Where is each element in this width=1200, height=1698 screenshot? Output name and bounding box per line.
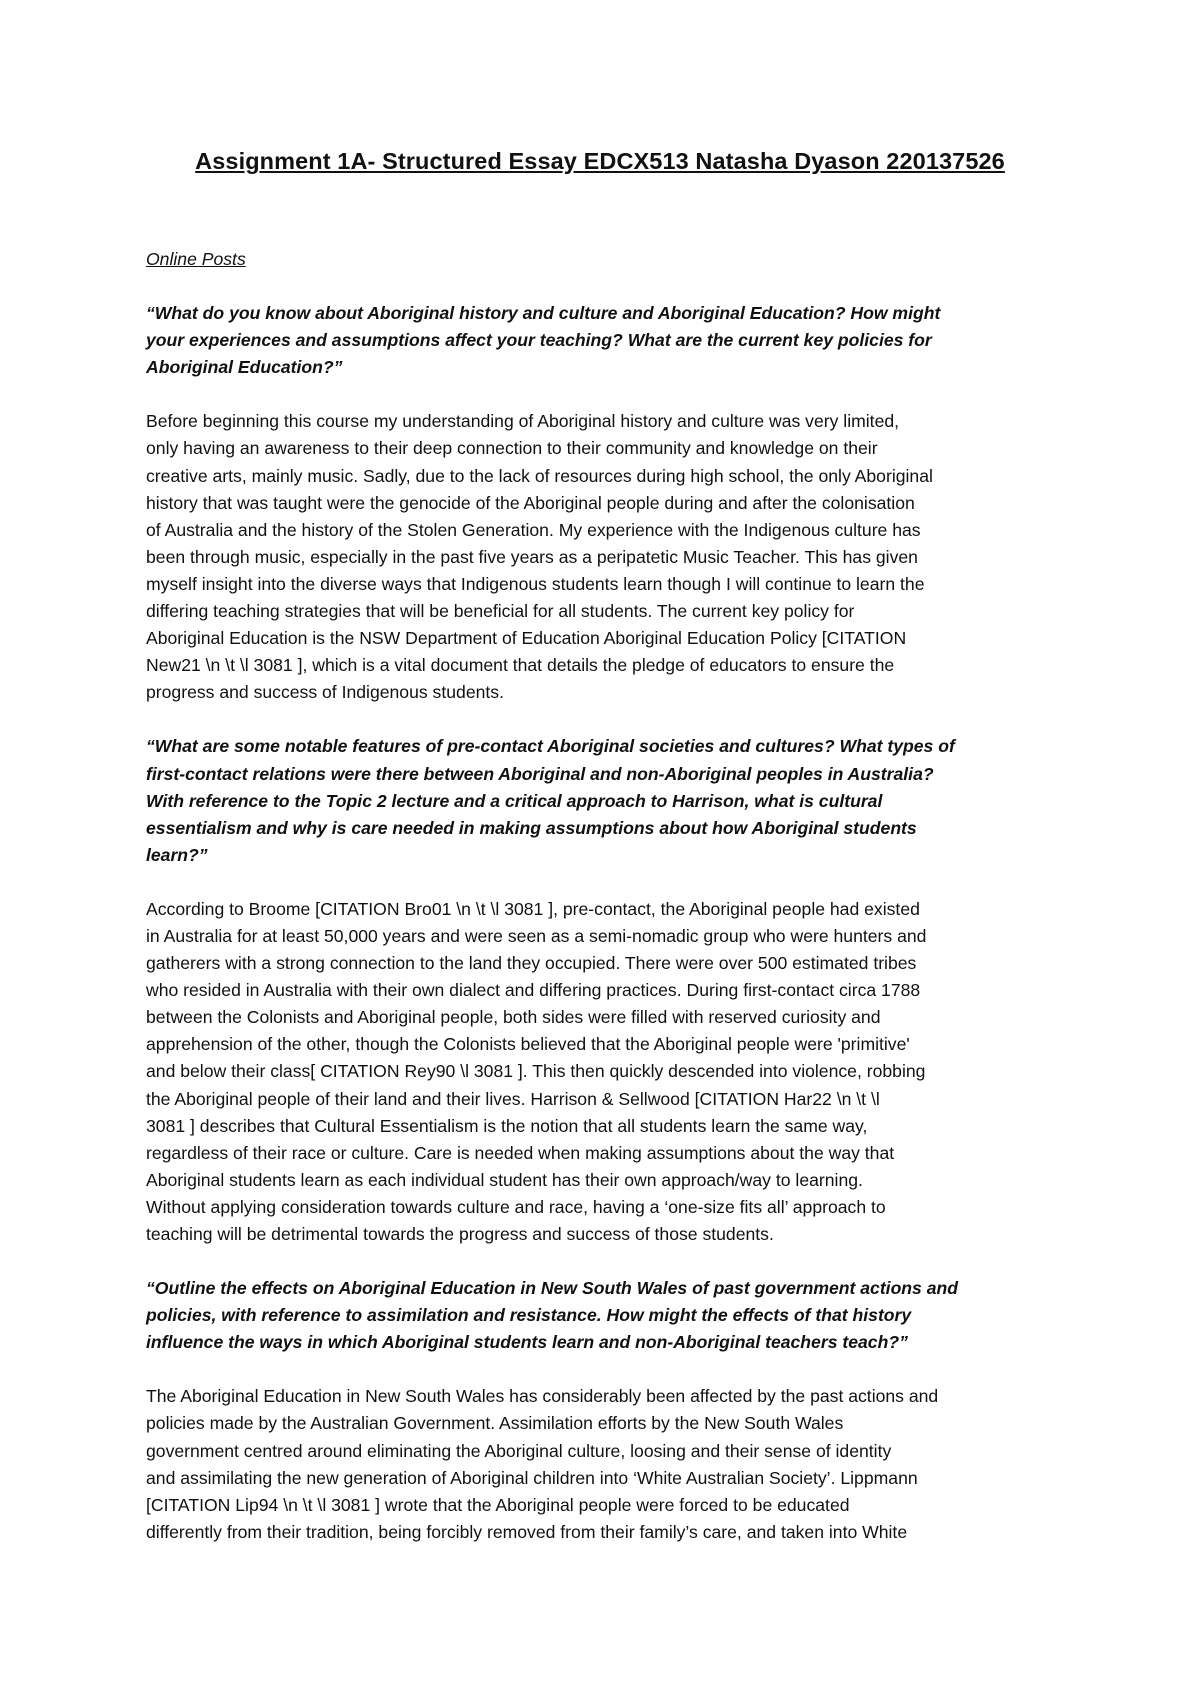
text-line: and below their class[ CITATION Rey90 \l 3081 ]. This then quickly descended into violence, robbing	[146, 1061, 926, 1082]
response-paragraph	[146, 1383, 1066, 1546]
text-line: myself insight into the diverse ways that Indigenous students learn though I will continue to learn the	[146, 573, 925, 594]
text-line: Aboriginal Education?”	[146, 357, 343, 378]
text-line: first-contact relations were there between Aboriginal and non-Aboriginal peoples in Australia?	[146, 763, 934, 784]
text-line: [CITATION Lip94 \n \t \l 3081 ] wrote that the Aboriginal people were forced to be educated	[146, 1494, 850, 1515]
text-line: been through music, especially in the past five years as a peripatetic Music Teacher. This has given	[146, 546, 918, 567]
text-line: “What are some notable features of pre-contact Aboriginal societies and cultures? What types of	[146, 736, 955, 757]
text-line: influence the ways in which Aboriginal students learn and non-Aboriginal teachers teach?”	[146, 1332, 908, 1353]
text-line: “What do you know about Aboriginal history and culture and Aboriginal Education? How might	[146, 303, 941, 324]
text-line: Before beginning this course my understanding of Aboriginal history and culture was very limited,	[146, 411, 900, 432]
text-line: apprehension of the other, though the Colonists believed that the Aboriginal people were 'primitive'	[146, 1034, 910, 1055]
text-line: your experiences and assumptions affect your teaching? What are the current key policies for	[146, 330, 932, 351]
text-line: “Outline the effects on Aboriginal Education in New South Wales of past government actions and	[146, 1278, 959, 1299]
text-line: history that was taught were the genocide of the Aboriginal people during and after the colonisation	[146, 492, 915, 513]
text-line: and assimilating the new generation of Aboriginal children into ‘White Australian Society’. Lippmann	[146, 1467, 918, 1488]
text-line: New21 \n \t \l 3081 ], which is a vital document that details the pledge of educators to ensure the	[146, 655, 895, 676]
text-line: the Aboriginal people of their land and their lives. Harrison & Sellwood [CITATION Har22 \n \t \l	[146, 1088, 880, 1109]
text-line: essentialism and why is care needed in making assumptions about how Aboriginal students	[146, 817, 917, 838]
text-line: differing teaching strategies that will be beneficial for all students. The current key policy for	[146, 601, 855, 622]
text-line: Without applying consideration towards culture and race, having a ‘one-size fits all’ approach to	[146, 1196, 886, 1217]
text-line: According to Broome [CITATION Bro01 \n \t \l 3081 ], pre-contact, the Aboriginal people had existed	[146, 898, 920, 919]
text-line: government centred around eliminating the Aboriginal culture, loosing and their sense of identity	[146, 1440, 892, 1461]
section-heading: Online Posts	[146, 249, 246, 269]
text-line: who resided in Australia with their own dialect and differing practices. During first-contact circa 1788	[146, 980, 921, 1001]
text-line: progress and success of Indigenous students.	[146, 682, 504, 703]
text-line: creative arts, mainly music. Sadly, due to the lack of resources during high school, the only Aboriginal	[146, 465, 933, 486]
text-line: gatherers with a strong connection to the land they occupied. There were over 500 estimated tribes	[146, 953, 917, 974]
text-line: learn?”	[146, 844, 208, 865]
text-line: in Australia for at least 50,000 years and were seen as a semi-nomadic group who were hunters and	[146, 925, 927, 946]
essay-blocks	[146, 300, 1066, 1546]
text-line: only having an awareness to their deep connection to their community and knowledge on their	[146, 438, 878, 459]
text-line: With reference to the Topic 2 lecture and a critical approach to Harrison, what is cultural	[146, 790, 883, 811]
document-title: Assignment 1A- Structured Essay EDCX513 Natasha Dyason 220137526	[195, 148, 1005, 174]
text-line: The Aboriginal Education in New South Wales has considerably been affected by the past actions and	[146, 1386, 939, 1407]
text-line: policies, with reference to assimilation and resistance. How might the effects of that history	[146, 1305, 912, 1326]
text-line: teaching will be detrimental towards the progress and success of those students.	[146, 1224, 774, 1244]
text-line: Aboriginal Education is the NSW Department of Education Aboriginal Education Policy [CITATION	[146, 628, 907, 649]
document-body	[146, 246, 1066, 1573]
text-line: Aboriginal students learn as each individual student has their own approach/way to learning.	[146, 1169, 863, 1190]
text-line: policies made by the Australian Government. Assimilation efforts by the New South Wales	[146, 1413, 844, 1434]
discussion-question	[146, 733, 1066, 868]
text-line: of Australia and the history of the Stolen Generation. My experience with the Indigenous culture has	[146, 519, 921, 540]
discussion-question	[146, 300, 1066, 381]
text-line: regardless of their race or culture. Care is needed when making assumptions about the way that	[146, 1142, 895, 1163]
response-paragraph	[146, 408, 1066, 706]
text-line: differently from their tradition, being forcibly removed from their family’s care, and taken into White	[146, 1521, 908, 1542]
response-paragraph	[146, 896, 1066, 1248]
text-line: between the Colonists and Aboriginal people, both sides were filled with reserved curiosity and	[146, 1007, 881, 1028]
text-line: 3081 ] describes that Cultural Essentialism is the notion that all students learn the same way,	[146, 1115, 868, 1136]
discussion-question	[146, 1275, 1066, 1356]
